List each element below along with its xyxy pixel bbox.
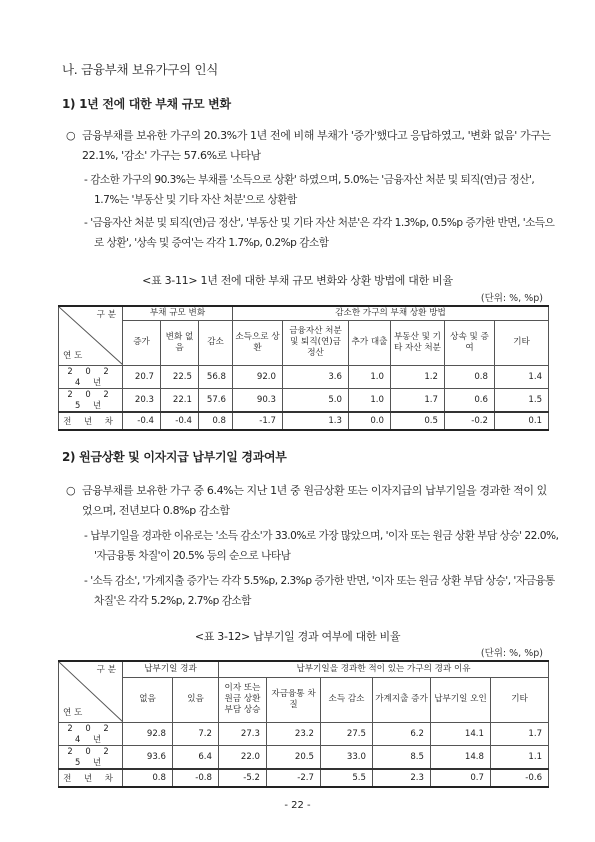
list-item	[84, 526, 559, 566]
page-number: - 22 -	[284, 800, 311, 811]
list-item	[84, 170, 559, 210]
table-cell: 92.0	[233, 366, 283, 389]
column-header: 추가 대출	[349, 320, 391, 365]
table-cell: 14.8	[431, 746, 491, 770]
column-header: 없음	[123, 677, 173, 722]
table-row	[59, 769, 549, 787]
table-cell: -1.7	[233, 412, 283, 430]
paragraph-2	[66, 481, 556, 521]
column-header: 이자 또는 원금 상환 부담 상승	[219, 677, 267, 722]
table-cell: 57.6	[199, 389, 233, 413]
list-item-text: - 감소한 가구의 90.3%는 부채를 '소득으로 상환' 하였으며, 5.0%는 '금융자산 처분 및 퇴직(연)금 정산', 1.7%는 '부동산 및 기타 자산 처분'으로 상환함	[84, 174, 535, 206]
table-cell: 1.5	[495, 389, 549, 413]
column-header: 기타	[491, 677, 549, 722]
group-header: 납부기일을 경과한 적이 있는 가구의 경과 이유	[219, 661, 549, 677]
row-label: 2 0 2 5 년	[59, 746, 123, 770]
table-cell: 5.0	[283, 389, 349, 413]
table-cell: 22.5	[161, 366, 199, 389]
table-cell: 20.7	[123, 366, 161, 389]
column-header: 자금융통 차질	[267, 677, 321, 722]
table-cell: 23.2	[267, 723, 321, 746]
table-cell: 0.8	[199, 412, 233, 430]
table-row	[59, 723, 549, 746]
table-cell: 22.1	[161, 389, 199, 413]
table-cell: 90.3	[233, 389, 283, 413]
table-cell: 22.0	[219, 746, 267, 770]
table-row	[59, 389, 549, 413]
table-caption-2: <표 3-12> 납부기일 경과 여부에 대한 비율	[194, 630, 401, 643]
table-cell: 1.4	[495, 366, 549, 389]
group-header: 부채 규모 변화	[123, 306, 233, 320]
corner-bottom-label: 연 도	[63, 351, 83, 361]
table-cell: 1.0	[349, 366, 391, 389]
column-header: 증가	[123, 320, 161, 365]
table-cell: 0.8	[123, 769, 173, 787]
group-header: 납부기일 경과	[123, 661, 219, 677]
subsection-title-2: 2) 원금상환 및 이자지급 납부기일 경과여부	[62, 450, 287, 464]
row-label: 전 년 차	[59, 412, 123, 430]
table-cell: -5.2	[219, 769, 267, 787]
row-label: 2 0 2 4 년	[59, 723, 123, 746]
table-cell: 3.6	[283, 366, 349, 389]
subsection-title-1: 1) 1년 전에 대한 부채 규모 변화	[62, 97, 231, 111]
column-header: 소득 감소	[321, 677, 373, 722]
table-cell: -0.6	[491, 769, 549, 787]
table-cell: 0.6	[445, 389, 495, 413]
list-item-text: - 납부기일을 경과한 이유로는 '소득 감소'가 33.0%로 가장 많았으며, '이자 또는 원금 상환 부담 상승' 22.0%, '자금융통 차질'이 20.5% 등의 순으로 나타남	[84, 530, 559, 562]
table-cell: 27.3	[219, 723, 267, 746]
table-corner	[59, 661, 123, 723]
table-cell: 1.2	[391, 366, 445, 389]
table-row	[59, 366, 549, 389]
table-row	[59, 746, 549, 770]
column-header: 상속 및 증여	[445, 320, 495, 365]
paragraph-text: 금융부채를 보유한 가구 중 6.4%는 지난 1년 중 원금상환 또는 이자지급의 납부기일을 경과한 적이 있었으며, 전년보다 0.8%p 감소함	[82, 484, 547, 517]
table-cell: 0.5	[391, 412, 445, 430]
table-cell: 1.7	[491, 723, 549, 746]
table-cell: -0.4	[161, 412, 199, 430]
table-cell: 1.0	[349, 389, 391, 413]
table-corner	[59, 306, 123, 366]
table-unit-2: (단위: %, %p)	[480, 648, 543, 659]
table-cell: 5.5	[321, 769, 373, 787]
row-label: 전 년 차	[59, 769, 123, 787]
list-item	[84, 571, 559, 611]
column-header: 있음	[173, 677, 219, 722]
column-header: 감소	[199, 320, 233, 365]
list-item-text: - '소득 감소', '가계지출 증가'는 각각 5.5%p, 2.3%p 증가한 반면, '이자 또는 원금 상환 부담 상승', '자금융통 차질'은 각각 5.2%p, 2.7%p 감소함	[84, 575, 555, 607]
table-cell: 0.8	[445, 366, 495, 389]
table-row	[59, 412, 549, 430]
list-item-text: - '금융자산 처분 및 퇴직(연)금 정산', '부동산 및 기타 자산 처분'은 각각 1.3%p, 0.5%p 증가한 반면, '소득으로 상환', '상속 및 증여'는 각각 1.7%p, 0.2%p 감소함	[84, 217, 555, 249]
table-cell: 56.8	[199, 366, 233, 389]
row-label: 2 0 2 5 년	[59, 389, 123, 413]
table-cell: 1.1	[491, 746, 549, 770]
corner-bottom-label: 연 도	[63, 708, 83, 718]
circle-bullet-icon: ○	[66, 129, 76, 142]
table-cell: 27.5	[321, 723, 373, 746]
table-cell: 20.5	[267, 746, 321, 770]
table-unit-1: (단위: %, %p)	[480, 293, 543, 304]
column-header: 납부기일 오인	[431, 677, 491, 722]
group-header: 감소한 가구의 부채 상환 방법	[233, 306, 549, 320]
circle-bullet-icon: ○	[66, 484, 76, 497]
debt-change-table	[58, 305, 549, 431]
payment-delay-table	[58, 660, 549, 788]
table-cell: 0.0	[349, 412, 391, 430]
table-cell: 6.2	[373, 723, 431, 746]
table-cell: 8.5	[373, 746, 431, 770]
table-cell: 20.3	[123, 389, 161, 413]
table-cell: -0.4	[123, 412, 161, 430]
corner-top-label: 구 분	[96, 310, 116, 320]
column-header: 금융자산 처분 및 퇴직(연)금 정산	[283, 320, 349, 365]
paragraph-1	[66, 126, 556, 166]
row-label: 2 0 2 4 년	[59, 366, 123, 389]
table-cell: -0.2	[445, 412, 495, 430]
column-header: 기타	[495, 320, 549, 365]
table-cell: 93.6	[123, 746, 173, 770]
table-cell: 2.3	[373, 769, 431, 787]
list-item	[84, 213, 559, 253]
section-title: 나. 금융부채 보유가구의 인식	[62, 62, 218, 77]
corner-top-label: 구 분	[96, 665, 116, 675]
table-cell: -2.7	[267, 769, 321, 787]
column-header: 변화 없음	[161, 320, 199, 365]
table-cell: 7.2	[173, 723, 219, 746]
column-header: 부동산 및 기타 자산 처분	[391, 320, 445, 365]
column-header: 소득으로 상환	[233, 320, 283, 365]
table-cell: 14.1	[431, 723, 491, 746]
paragraph-text: 금융부채를 보유한 가구의 20.3%가 1년 전에 비해 부채가 '증가'했다고 응답하였고, '변화 없음' 가구는 22.1%, '감소' 가구는 57.6%로 나타남	[82, 129, 551, 162]
table-cell: 0.7	[431, 769, 491, 787]
table-cell: 1.7	[391, 389, 445, 413]
table-caption-1: <표 3-11> 1년 전에 대한 부채 규모 변화와 상환 방법에 대한 비율	[142, 274, 453, 287]
table-cell: 1.3	[283, 412, 349, 430]
table-cell: -0.8	[173, 769, 219, 787]
column-header: 가계지출 증가	[373, 677, 431, 722]
table-cell: 0.1	[495, 412, 549, 430]
table-cell: 33.0	[321, 746, 373, 770]
table-cell: 92.8	[123, 723, 173, 746]
table-cell: 6.4	[173, 746, 219, 770]
